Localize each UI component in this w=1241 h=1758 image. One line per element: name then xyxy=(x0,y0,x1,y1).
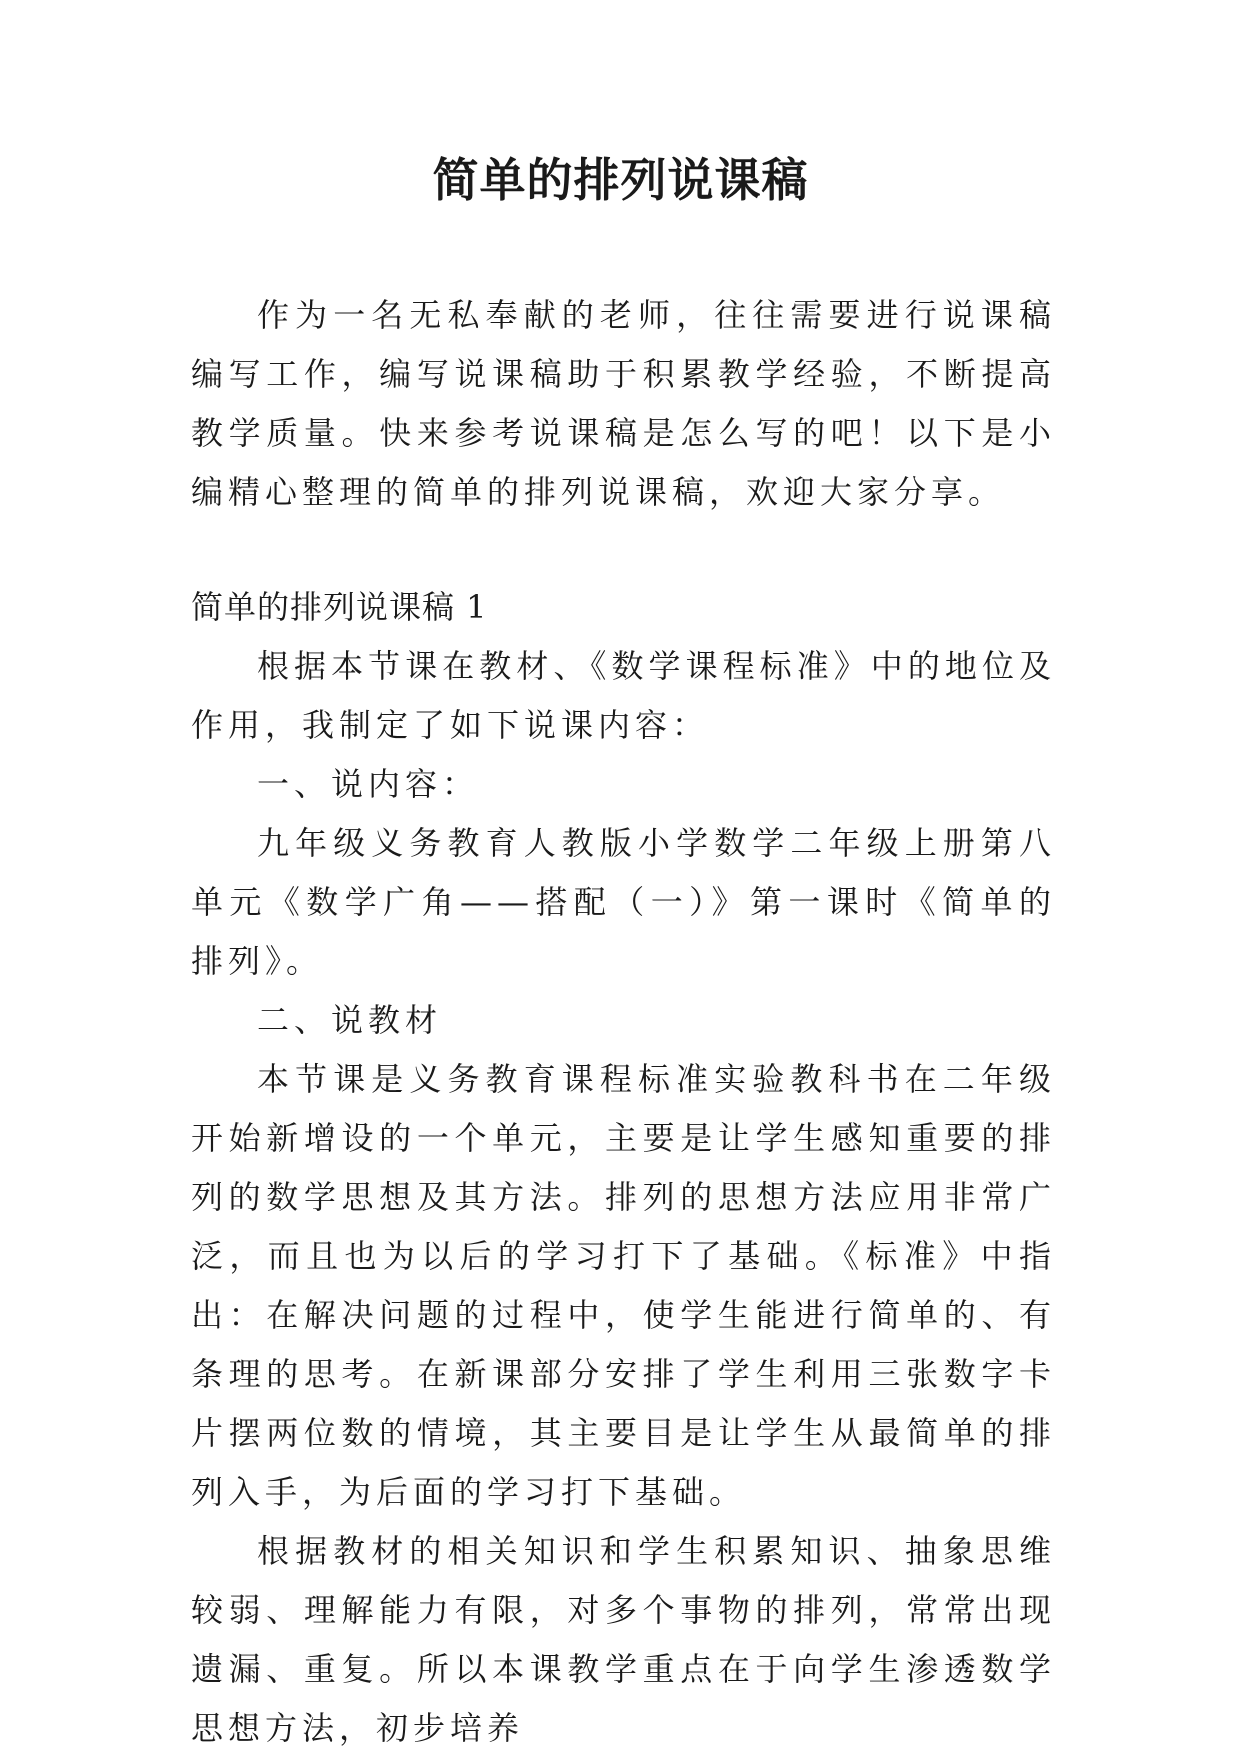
intro-block xyxy=(191,286,1056,522)
section-heading: 简单的排列说课稿 1 xyxy=(191,588,488,626)
paragraph: 根据教材的相关知识和学生积累知识、抽象思维较弱、理解能力有限，对多个事物的排列，常常出现遗漏、重复。所以本课教学重点在于向学生渗透数学思想方法，初步培养 xyxy=(191,1532,1056,1747)
document-title: 简单的排列说课稿 xyxy=(432,153,809,207)
section-block xyxy=(191,578,1056,1758)
paragraph: 九年级义务教育人教版小学数学二年级上册第八单元《数学广角——搭配（一）》第一课时《简单的排列》。 xyxy=(191,824,1056,980)
paragraph: 一、说内容： xyxy=(257,765,480,803)
intro-paragraph: 作为一名无私奉献的老师，往往需要进行说课稿编写工作，编写说课稿助于积累教学经验，不断提高教学质量。快来参考说课稿是怎么写的吧！以下是小编精心整理的简单的排列说课稿，欢迎大家分享。 xyxy=(191,296,1056,511)
paragraph: 根据本节课在教材、《数学课程标准》中的地位及作用，我制定了如下说课内容： xyxy=(191,647,1056,744)
paragraph: 二、说教材 xyxy=(257,1001,443,1039)
paragraph: 本节课是义务教育课程标准实验教科书在二年级开始新增设的一个单元，主要是让学生感知重要的排列的数学思想及其方法。排列的思想方法应用非常广泛，而且也为以后的学习打下了基础。《标准》中指出：在解决问题的过程中，使学生能进行简单的、有条理的思考。在新课部分安排了学生利用三张数字卡片摆两位数的情境，其主要目是让学生从最简单的排列入手，为后面的学习打下基础。 xyxy=(191,1060,1056,1511)
